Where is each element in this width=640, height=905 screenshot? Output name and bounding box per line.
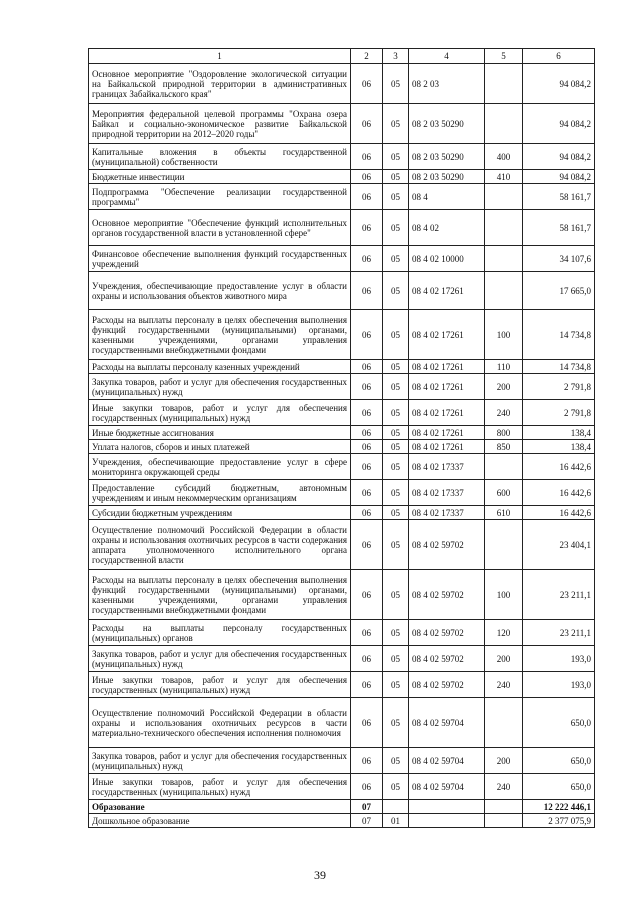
row-name-cell: Мероприятия федеральной целевой программы "Охрана озера Байкал и социально-экономическое развитие Байкальской природной территории на 2012–2020 годы" bbox=[89, 104, 351, 144]
row-amount-cell: 23 211,1 bbox=[523, 570, 595, 620]
row-subsection-cell: 05 bbox=[383, 440, 409, 454]
row-target-article-cell: 08 4 bbox=[409, 184, 485, 210]
row-section-cell: 06 bbox=[351, 170, 383, 184]
table-row bbox=[89, 454, 595, 480]
row-name-cell: Основное мероприятие "Обеспечение функций исполнительных органов государственной власти в установленной сфере" bbox=[89, 210, 351, 246]
row-expense-type-cell: 200 bbox=[485, 748, 523, 774]
row-subsection-cell: 05 bbox=[383, 570, 409, 620]
row-amount-cell: 12 222 446,1 bbox=[523, 800, 595, 814]
row-expense-type-cell bbox=[485, 64, 523, 104]
table-row bbox=[89, 360, 595, 374]
row-section-cell: 06 bbox=[351, 144, 383, 170]
row-subsection-cell: 05 bbox=[383, 104, 409, 144]
row-target-article-cell bbox=[409, 800, 485, 814]
row-amount-cell: 94 084,2 bbox=[523, 104, 595, 144]
row-target-article-cell: 08 4 02 59702 bbox=[409, 520, 485, 570]
column-header-subsection: 3 bbox=[383, 49, 409, 64]
row-target-article-cell: 08 4 02 17337 bbox=[409, 454, 485, 480]
table-row bbox=[89, 480, 595, 506]
row-name-cell: Закупка товаров, работ и услуг для обеспечения государственных (муниципальных) нужд bbox=[89, 748, 351, 774]
row-subsection-cell: 05 bbox=[383, 506, 409, 520]
table-row bbox=[89, 374, 595, 400]
row-expense-type-cell: 240 bbox=[485, 400, 523, 426]
table-row bbox=[89, 246, 595, 272]
row-section-cell: 06 bbox=[351, 426, 383, 440]
row-expense-type-cell bbox=[485, 104, 523, 144]
row-amount-cell: 193,0 bbox=[523, 646, 595, 672]
row-amount-cell: 193,0 bbox=[523, 672, 595, 698]
row-name-cell: Образование bbox=[89, 800, 351, 814]
row-amount-cell: 650,0 bbox=[523, 748, 595, 774]
row-target-article-cell: 08 4 02 59704 bbox=[409, 698, 485, 748]
row-amount-cell: 23 404,1 bbox=[523, 520, 595, 570]
table-row bbox=[89, 570, 595, 620]
row-name-cell: Расходы на выплаты персоналу в целях обеспечения выполнения функций государственными (муниципальными) органами, казенными учреждениями, органами управления государственными внебюджетными фондами bbox=[89, 570, 351, 620]
row-expense-type-cell: 100 bbox=[485, 310, 523, 360]
row-section-cell: 06 bbox=[351, 506, 383, 520]
row-amount-cell: 94 084,2 bbox=[523, 170, 595, 184]
row-name-cell: Предоставление субсидий бюджетным, автономным учреждениям и иным некоммерческим организациям bbox=[89, 480, 351, 506]
row-subsection-cell: 05 bbox=[383, 672, 409, 698]
row-amount-cell: 2 377 075,9 bbox=[523, 814, 595, 828]
row-target-article-cell: 08 4 02 59702 bbox=[409, 570, 485, 620]
row-expense-type-cell: 600 bbox=[485, 480, 523, 506]
budget-table bbox=[88, 48, 595, 828]
row-subsection-cell: 05 bbox=[383, 310, 409, 360]
row-section-cell: 06 bbox=[351, 310, 383, 360]
row-subsection-cell: 05 bbox=[383, 246, 409, 272]
table-row bbox=[89, 698, 595, 748]
column-header-section: 2 bbox=[351, 49, 383, 64]
row-subsection-cell: 05 bbox=[383, 620, 409, 646]
row-expense-type-cell: 610 bbox=[485, 506, 523, 520]
row-amount-cell: 58 161,7 bbox=[523, 210, 595, 246]
table-row bbox=[89, 144, 595, 170]
row-section-cell: 06 bbox=[351, 520, 383, 570]
row-target-article-cell: 08 2 03 50290 bbox=[409, 170, 485, 184]
row-amount-cell: 650,0 bbox=[523, 698, 595, 748]
row-name-cell: Основное мероприятие "Оздоровление экологической ситуации на Байкальской природной территории в административных границах Забайкальского края" bbox=[89, 64, 351, 104]
row-amount-cell: 58 161,7 bbox=[523, 184, 595, 210]
column-header-expense-type: 5 bbox=[485, 49, 523, 64]
row-subsection-cell: 05 bbox=[383, 360, 409, 374]
table-row bbox=[89, 184, 595, 210]
row-subsection-cell: 05 bbox=[383, 64, 409, 104]
row-section-cell: 06 bbox=[351, 748, 383, 774]
table-header-row bbox=[89, 49, 595, 64]
table-row bbox=[89, 748, 595, 774]
row-target-article-cell: 08 4 02 10000 bbox=[409, 246, 485, 272]
row-section-cell: 06 bbox=[351, 454, 383, 480]
row-name-cell: Иные закупки товаров, работ и услуг для обеспечения государственных (муниципальных) нужд bbox=[89, 400, 351, 426]
row-target-article-cell: 08 4 02 59702 bbox=[409, 620, 485, 646]
row-amount-cell: 23 211,1 bbox=[523, 620, 595, 646]
table-row bbox=[89, 272, 595, 310]
row-expense-type-cell: 240 bbox=[485, 774, 523, 800]
row-expense-type-cell bbox=[485, 184, 523, 210]
row-name-cell: Иные закупки товаров, работ и услуг для обеспечения государственных (муниципальных) нужд bbox=[89, 672, 351, 698]
row-amount-cell: 16 442,6 bbox=[523, 506, 595, 520]
row-section-cell: 06 bbox=[351, 104, 383, 144]
row-name-cell: Дошкольное образование bbox=[89, 814, 351, 828]
row-subsection-cell: 05 bbox=[383, 480, 409, 506]
row-subsection-cell: 05 bbox=[383, 170, 409, 184]
row-section-cell: 06 bbox=[351, 64, 383, 104]
row-amount-cell: 2 791,8 bbox=[523, 374, 595, 400]
row-target-article-cell bbox=[409, 814, 485, 828]
row-section-cell: 06 bbox=[351, 210, 383, 246]
row-expense-type-cell: 100 bbox=[485, 570, 523, 620]
row-subsection-cell bbox=[383, 800, 409, 814]
row-section-cell: 07 bbox=[351, 800, 383, 814]
row-subsection-cell: 05 bbox=[383, 272, 409, 310]
row-target-article-cell: 08 4 02 17261 bbox=[409, 360, 485, 374]
row-name-cell: Закупка товаров, работ и услуг для обеспечения государственных (муниципальных) нужд bbox=[89, 646, 351, 672]
row-subsection-cell: 05 bbox=[383, 520, 409, 570]
row-subsection-cell: 05 bbox=[383, 774, 409, 800]
row-expense-type-cell bbox=[485, 454, 523, 480]
row-section-cell: 06 bbox=[351, 620, 383, 646]
table-row bbox=[89, 620, 595, 646]
row-target-article-cell: 08 4 02 17261 bbox=[409, 440, 485, 454]
row-subsection-cell: 01 bbox=[383, 814, 409, 828]
row-section-cell: 06 bbox=[351, 774, 383, 800]
page-number: 39 bbox=[314, 868, 326, 882]
row-subsection-cell: 05 bbox=[383, 748, 409, 774]
row-subsection-cell: 05 bbox=[383, 374, 409, 400]
row-name-cell: Иные бюджетные ассигнования bbox=[89, 426, 351, 440]
row-expense-type-cell: 800 bbox=[485, 426, 523, 440]
row-name-cell: Расходы на выплаты персоналу государственных (муниципальных) органов bbox=[89, 620, 351, 646]
table-row bbox=[89, 400, 595, 426]
row-target-article-cell: 08 4 02 bbox=[409, 210, 485, 246]
row-subsection-cell: 05 bbox=[383, 646, 409, 672]
row-target-article-cell: 08 4 02 59702 bbox=[409, 672, 485, 698]
row-target-article-cell: 08 2 03 50290 bbox=[409, 144, 485, 170]
row-section-cell: 06 bbox=[351, 672, 383, 698]
row-expense-type-cell: 850 bbox=[485, 440, 523, 454]
row-section-cell: 07 bbox=[351, 814, 383, 828]
row-expense-type-cell: 410 bbox=[485, 170, 523, 184]
table-row bbox=[89, 104, 595, 144]
row-section-cell: 06 bbox=[351, 272, 383, 310]
row-expense-type-cell bbox=[485, 814, 523, 828]
row-expense-type-cell: 200 bbox=[485, 646, 523, 672]
row-name-cell: Расходы на выплаты персоналу казенных учреждений bbox=[89, 360, 351, 374]
row-expense-type-cell bbox=[485, 698, 523, 748]
row-amount-cell: 16 442,6 bbox=[523, 454, 595, 480]
row-expense-type-cell bbox=[485, 800, 523, 814]
row-section-cell: 06 bbox=[351, 440, 383, 454]
row-subsection-cell: 05 bbox=[383, 698, 409, 748]
row-name-cell: Осуществление полномочий Российской Федерации в области охраны и использования охотничьих ресурсов в части содержания аппарата уполномоченного исполнительного органа государственной власти bbox=[89, 520, 351, 570]
row-target-article-cell: 08 4 02 59704 bbox=[409, 748, 485, 774]
table-row bbox=[89, 210, 595, 246]
row-amount-cell: 17 665,0 bbox=[523, 272, 595, 310]
table-row bbox=[89, 440, 595, 454]
row-amount-cell: 14 734,8 bbox=[523, 310, 595, 360]
row-amount-cell: 94 084,2 bbox=[523, 64, 595, 104]
row-name-cell: Иные закупки товаров, работ и услуг для обеспечения государственных (муниципальных) нужд bbox=[89, 774, 351, 800]
row-amount-cell: 14 734,8 bbox=[523, 360, 595, 374]
row-name-cell: Осуществление полномочий Российской Федерации в области охраны и использования охотничьих ресурсов в части материально-технического обеспечения исполнения полномочия bbox=[89, 698, 351, 748]
table-row bbox=[89, 774, 595, 800]
row-name-cell: Расходы на выплаты персоналу в целях обеспечения выполнения функций государственными (муниципальными) органами, казенными учреждениями, органами управления государственными внебюджетными фондами bbox=[89, 310, 351, 360]
row-section-cell: 06 bbox=[351, 646, 383, 672]
row-subsection-cell: 05 bbox=[383, 144, 409, 170]
column-header-name: 1 bbox=[89, 49, 351, 64]
row-name-cell: Закупка товаров, работ и услуг для обеспечения государственных (муниципальных) нужд bbox=[89, 374, 351, 400]
table-row bbox=[89, 506, 595, 520]
row-subsection-cell: 05 bbox=[383, 184, 409, 210]
row-section-cell: 06 bbox=[351, 480, 383, 506]
table-row bbox=[89, 170, 595, 184]
row-expense-type-cell: 240 bbox=[485, 672, 523, 698]
row-name-cell: Субсидии бюджетным учреждениям bbox=[89, 506, 351, 520]
row-target-article-cell: 08 4 02 17261 bbox=[409, 272, 485, 310]
table-row bbox=[89, 646, 595, 672]
row-amount-cell: 138,4 bbox=[523, 426, 595, 440]
row-name-cell: Уплата налогов, сборов и иных платежей bbox=[89, 440, 351, 454]
row-amount-cell: 34 107,6 bbox=[523, 246, 595, 272]
row-expense-type-cell bbox=[485, 210, 523, 246]
row-expense-type-cell: 200 bbox=[485, 374, 523, 400]
row-target-article-cell: 08 4 02 17337 bbox=[409, 480, 485, 506]
table-row bbox=[89, 520, 595, 570]
row-section-cell: 06 bbox=[351, 374, 383, 400]
row-name-cell: Бюджетные инвестиции bbox=[89, 170, 351, 184]
row-target-article-cell: 08 4 02 17261 bbox=[409, 426, 485, 440]
row-target-article-cell: 08 4 02 59704 bbox=[409, 774, 485, 800]
row-subsection-cell: 05 bbox=[383, 454, 409, 480]
row-target-article-cell: 08 4 02 17261 bbox=[409, 310, 485, 360]
table-row bbox=[89, 310, 595, 360]
row-target-article-cell: 08 4 02 17261 bbox=[409, 374, 485, 400]
row-section-cell: 06 bbox=[351, 360, 383, 374]
row-name-cell: Капитальные вложения в объекты государственной (муниципальной) собственности bbox=[89, 144, 351, 170]
row-section-cell: 06 bbox=[351, 698, 383, 748]
row-subsection-cell: 05 bbox=[383, 426, 409, 440]
table-row bbox=[89, 800, 595, 814]
row-amount-cell: 2 791,8 bbox=[523, 400, 595, 426]
table-row bbox=[89, 814, 595, 828]
row-name-cell: Учреждения, обеспечивающие предоставление услуг в области охраны и использования объектов животного мира bbox=[89, 272, 351, 310]
row-section-cell: 06 bbox=[351, 570, 383, 620]
row-target-article-cell: 08 4 02 59702 bbox=[409, 646, 485, 672]
column-header-amount: 6 bbox=[523, 49, 595, 64]
row-target-article-cell: 08 2 03 bbox=[409, 64, 485, 104]
row-amount-cell: 94 084,2 bbox=[523, 144, 595, 170]
row-name-cell: Финансовое обеспечение выполнения функций государственных учреждений bbox=[89, 246, 351, 272]
column-header-target-article: 4 bbox=[409, 49, 485, 64]
row-subsection-cell: 05 bbox=[383, 210, 409, 246]
row-target-article-cell: 08 4 02 17261 bbox=[409, 400, 485, 426]
row-expense-type-cell: 120 bbox=[485, 620, 523, 646]
table-row bbox=[89, 672, 595, 698]
table-row bbox=[89, 64, 595, 104]
row-amount-cell: 16 442,6 bbox=[523, 480, 595, 506]
row-expense-type-cell bbox=[485, 272, 523, 310]
row-expense-type-cell: 110 bbox=[485, 360, 523, 374]
row-section-cell: 06 bbox=[351, 184, 383, 210]
row-name-cell: Подпрограмма "Обеспечение реализации государственной программы" bbox=[89, 184, 351, 210]
table-row bbox=[89, 426, 595, 440]
row-target-article-cell: 08 4 02 17337 bbox=[409, 506, 485, 520]
row-subsection-cell: 05 bbox=[383, 400, 409, 426]
row-section-cell: 06 bbox=[351, 400, 383, 426]
row-target-article-cell: 08 2 03 50290 bbox=[409, 104, 485, 144]
row-name-cell: Учреждения, обеспечивающие предоставление услуг в сфере мониторинга окружающей среды bbox=[89, 454, 351, 480]
row-expense-type-cell: 400 bbox=[485, 144, 523, 170]
row-expense-type-cell bbox=[485, 520, 523, 570]
row-expense-type-cell bbox=[485, 246, 523, 272]
table-body bbox=[89, 64, 595, 828]
row-section-cell: 06 bbox=[351, 246, 383, 272]
row-amount-cell: 650,0 bbox=[523, 774, 595, 800]
row-amount-cell: 138,4 bbox=[523, 440, 595, 454]
